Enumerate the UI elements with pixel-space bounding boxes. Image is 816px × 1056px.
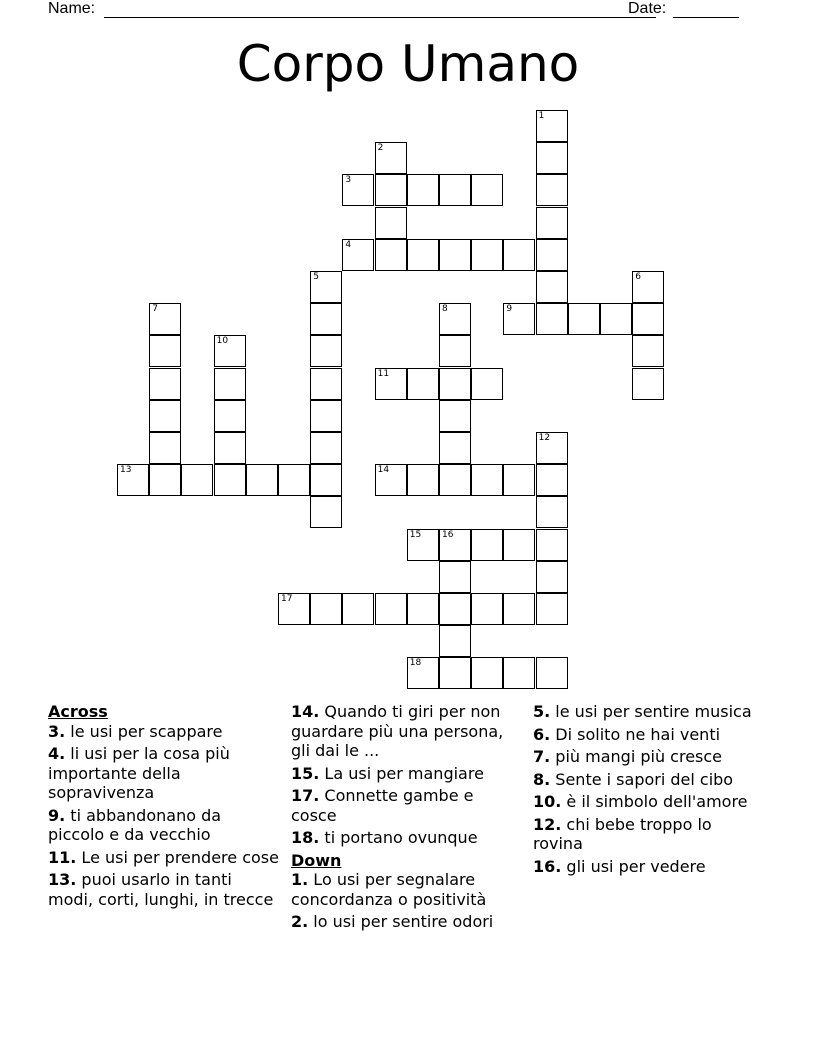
grid-cell[interactable]	[310, 464, 342, 496]
grid-cell[interactable]	[439, 529, 471, 561]
clue-number: 15	[409, 529, 422, 540]
clue-number: 16	[442, 529, 454, 540]
clue-item-text: ti portano ovunque	[319, 828, 478, 847]
clue-item	[48, 722, 280, 742]
grid-cell[interactable]	[149, 464, 181, 496]
clue-item	[533, 770, 765, 790]
grid-cell[interactable]	[503, 529, 535, 561]
grid-cell[interactable]	[407, 239, 439, 271]
clue-item	[533, 725, 765, 745]
grid-cell[interactable]	[503, 657, 535, 689]
clue-number: 3	[345, 175, 352, 186]
clue-item	[291, 912, 523, 932]
clue-item-number: 8.	[533, 769, 551, 789]
grid-cell[interactable]	[214, 464, 246, 496]
grid-cell[interactable]	[471, 464, 503, 496]
clue-item-number: 16.	[533, 856, 562, 876]
grid-cell[interactable]	[375, 239, 407, 271]
clue-number: 18	[409, 658, 422, 669]
clue-item-text: Lo usi per segnalare concordanza o positività	[291, 870, 487, 909]
grid-cell[interactable]	[439, 657, 471, 689]
grid-cell[interactable]	[310, 400, 342, 432]
across-heading: Across	[48, 702, 108, 721]
grid-cell[interactable]	[117, 464, 149, 496]
clue-number: 6	[635, 272, 641, 282]
clue-item-text: chi bebe troppo lo rovina	[533, 814, 712, 853]
clue-item-text: le usi per scappare	[65, 721, 223, 741]
clue-number: 14	[377, 465, 390, 476]
clue-number: 8	[442, 304, 448, 315]
grid-cell[interactable]	[342, 593, 374, 625]
grid-cell[interactable]	[439, 303, 471, 335]
grid-cell[interactable]	[439, 593, 471, 625]
grid-cell[interactable]	[310, 271, 342, 303]
clue-item-text: le usi per sentire musica	[550, 702, 752, 721]
grid-cell[interactable]	[632, 335, 664, 367]
grid-cell[interactable]	[536, 110, 568, 142]
grid-cell[interactable]	[375, 207, 407, 239]
grid-cell[interactable]	[214, 368, 246, 400]
clue-item-number: 6.	[533, 724, 551, 744]
across-clue-list	[48, 722, 280, 910]
clue-item	[533, 857, 765, 877]
clue-item	[291, 702, 523, 761]
grid-cell[interactable]	[536, 207, 568, 239]
grid-cell[interactable]	[310, 335, 342, 367]
grid-cell[interactable]	[439, 625, 471, 657]
clue-item-text: più mangi più cresce	[550, 747, 723, 766]
clue-number: 10	[216, 336, 229, 347]
grid-cell[interactable]	[149, 335, 181, 367]
grid-cell[interactable]	[149, 400, 181, 432]
name-label: Name:	[48, 0, 96, 17]
clue-item-text: ti abbandonano da piccolo e da vecchio	[48, 805, 222, 844]
grid-cell[interactable]	[214, 335, 246, 367]
grid-cell[interactable]	[342, 174, 374, 206]
grid-cell[interactable]	[278, 464, 310, 496]
grid-cell[interactable]	[375, 174, 407, 206]
grid-cell[interactable]	[439, 174, 471, 206]
clue-number: 7	[152, 304, 158, 315]
grid-cell[interactable]	[503, 593, 535, 625]
clue-item-number: 2.	[291, 912, 309, 931]
clue-item-number: 1.	[291, 870, 309, 889]
grid-cell[interactable]	[407, 657, 439, 689]
grid-cell[interactable]	[181, 464, 213, 496]
grid-cell[interactable]	[471, 368, 503, 400]
clue-item	[48, 744, 280, 803]
grid-cell[interactable]	[246, 464, 278, 496]
grid-cell[interactable]	[503, 464, 535, 496]
clue-number: 4	[345, 239, 352, 250]
down-clue-list-continued	[533, 702, 765, 876]
grid-cell[interactable]	[310, 593, 342, 625]
clue-number: 11	[377, 368, 390, 379]
grid-cell[interactable]	[632, 271, 664, 303]
clue-item-text: li usi per la cosa più importante della sopravivenza	[48, 744, 230, 802]
clue-item	[533, 702, 765, 722]
clue-item-number: 15.	[291, 763, 320, 783]
grid-cell[interactable]	[536, 142, 568, 174]
down-clue-list	[291, 870, 523, 932]
grid-cell[interactable]	[536, 496, 568, 528]
clue-item	[48, 848, 280, 868]
clue-number: 2	[377, 143, 384, 154]
clue-item	[533, 747, 765, 767]
clue-item-number: 5.	[533, 702, 551, 721]
clue-item-number: 7.	[533, 747, 551, 766]
clue-item-number: 12.	[533, 814, 562, 834]
down-heading: Down	[291, 850, 342, 870]
grid-cell[interactable]	[536, 239, 568, 271]
grid-cell[interactable]	[375, 593, 407, 625]
grid-cell[interactable]	[536, 561, 568, 593]
grid-cell[interactable]	[407, 368, 439, 400]
grid-cell[interactable]	[310, 303, 342, 335]
clue-item-number: 17.	[291, 786, 320, 805]
grid-cell[interactable]	[439, 400, 471, 432]
grid-cell[interactable]	[149, 432, 181, 464]
clue-item-number: 9.	[48, 805, 66, 825]
grid-cell[interactable]	[471, 593, 503, 625]
clue-number: 5	[313, 272, 319, 282]
clue-item-text: è il simbolo dell'amore	[561, 792, 748, 811]
clue-item-text: Connette gambe e cosce	[291, 786, 474, 825]
clue-item-text: Le usi per prendere cose	[76, 847, 279, 867]
clue-item	[48, 870, 280, 909]
grid-cell[interactable]	[471, 529, 503, 561]
clue-item-number: 10.	[533, 792, 562, 811]
grid-cell[interactable]	[600, 303, 632, 335]
grid-cell[interactable]	[471, 174, 503, 206]
clue-item-text: puoi usarlo in tanti modi, corti, lunghi, in trecce	[48, 870, 274, 909]
clue-number: 12	[538, 433, 551, 443]
grid-cell[interactable]	[214, 400, 246, 432]
clue-item-number: 14.	[291, 702, 320, 721]
grid-cell[interactable]	[407, 529, 439, 561]
clue-item-text: gli usi per vedere	[561, 856, 706, 876]
clue-item	[533, 815, 765, 854]
clue-item-text: Quando ti giri per non guardare più una persona, gli dai le ...	[291, 702, 504, 760]
clue-item-number: 18.	[291, 828, 320, 847]
grid-cell[interactable]	[536, 529, 568, 561]
grid-cell[interactable]	[439, 561, 471, 593]
grid-cell[interactable]	[375, 142, 407, 174]
grid-cell[interactable]	[632, 368, 664, 400]
grid-cell[interactable]	[503, 239, 535, 271]
grid-cell[interactable]	[375, 368, 407, 400]
clues-column-2	[291, 702, 523, 935]
clue-item-text: Di solito ne hai venti	[550, 724, 721, 744]
grid-cell[interactable]	[407, 464, 439, 496]
clue-item-number: 3.	[48, 721, 66, 741]
grid-cell[interactable]	[632, 303, 664, 335]
grid-cell[interactable]	[407, 174, 439, 206]
grid-cell[interactable]	[310, 432, 342, 464]
grid-cell[interactable]	[214, 432, 246, 464]
clue-item	[291, 828, 523, 848]
grid-cell[interactable]	[536, 271, 568, 303]
clue-number: 17	[281, 594, 293, 604]
grid-cell[interactable]	[536, 657, 568, 689]
clue-item	[533, 792, 765, 812]
grid-cell[interactable]	[471, 239, 503, 271]
clues-column-3	[533, 702, 765, 879]
grid-cell[interactable]	[503, 303, 535, 335]
grid-cell[interactable]	[278, 593, 310, 625]
clue-item-text: La usi per mangiare	[319, 763, 484, 783]
date-label: Date:	[628, 0, 667, 17]
grid-cell[interactable]	[149, 368, 181, 400]
grid-cell[interactable]	[407, 593, 439, 625]
clue-item	[291, 870, 523, 909]
page-title: Corpo Umano	[236, 35, 580, 93]
grid-cell[interactable]	[310, 368, 342, 400]
clues-column-1	[48, 702, 280, 912]
grid-cell[interactable]	[439, 464, 471, 496]
clue-item-text: lo usi per sentire odori	[308, 912, 494, 931]
grid-cell[interactable]	[439, 335, 471, 367]
grid-cell[interactable]	[536, 303, 568, 335]
grid-cell[interactable]	[342, 239, 374, 271]
grid-cell[interactable]	[536, 593, 568, 625]
grid-cell[interactable]	[439, 239, 471, 271]
grid-cell[interactable]	[149, 303, 181, 335]
grid-cell[interactable]	[536, 432, 568, 464]
clue-item-number: 13.	[48, 870, 77, 889]
grid-cell[interactable]	[536, 464, 568, 496]
grid-cell[interactable]	[439, 432, 471, 464]
clue-number: 13	[120, 465, 132, 476]
across-clue-list-continued	[291, 702, 523, 848]
clue-number: 9	[506, 304, 513, 315]
clue-item-text: Sente i sapori del cibo	[550, 769, 734, 789]
clue-number: 1	[538, 111, 545, 121]
grid-cell[interactable]	[536, 174, 568, 206]
clue-item	[48, 806, 280, 845]
clue-item-number: 11.	[48, 847, 77, 867]
grid-cell[interactable]	[375, 464, 407, 496]
grid-cell[interactable]	[439, 368, 471, 400]
clue-item-number: 4.	[48, 744, 66, 763]
grid-cell[interactable]	[568, 303, 600, 335]
grid-cell[interactable]	[310, 496, 342, 528]
clue-item	[291, 786, 523, 825]
clue-item	[291, 764, 523, 784]
grid-cell[interactable]	[471, 657, 503, 689]
